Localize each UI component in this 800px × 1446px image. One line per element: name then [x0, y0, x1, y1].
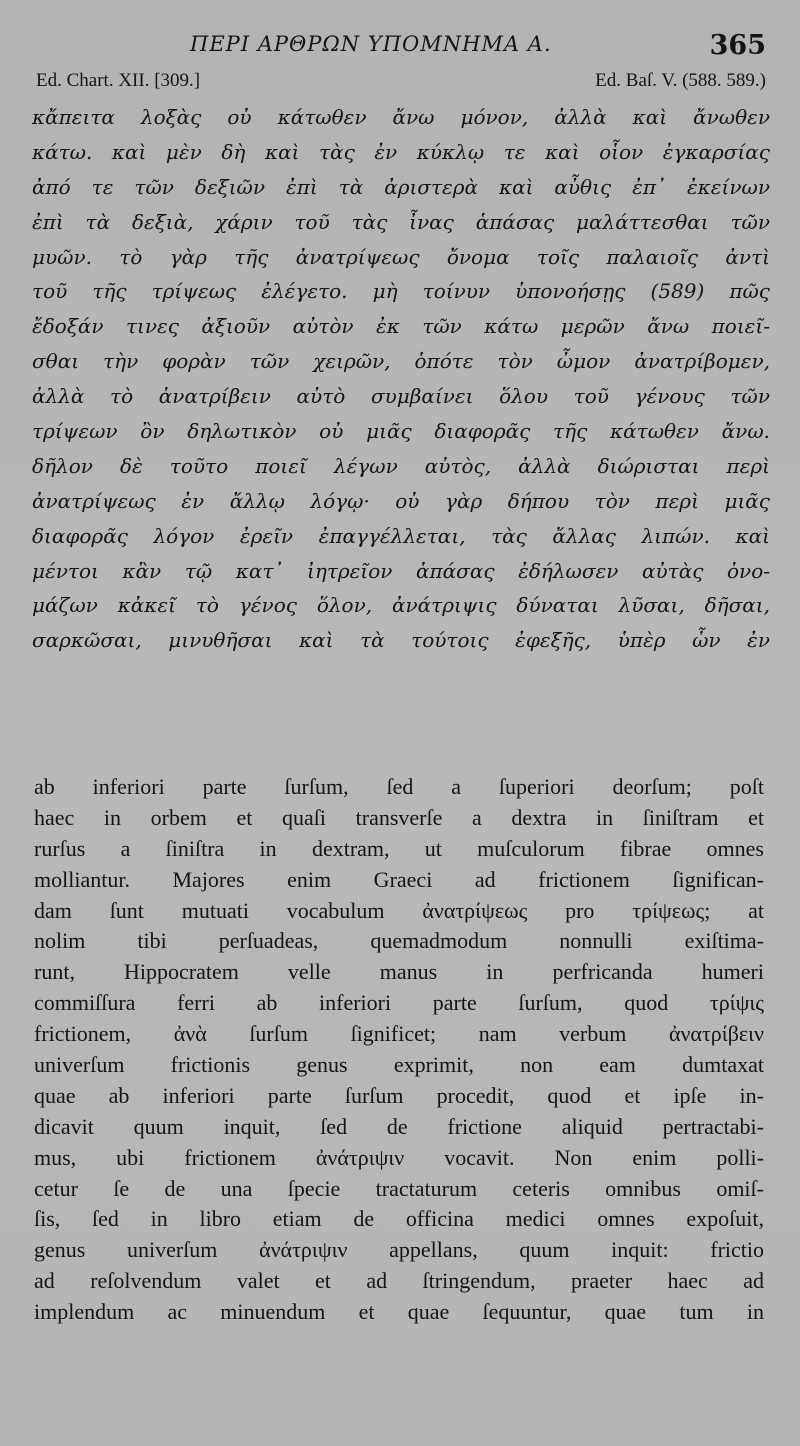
latin-line: implendum ac minuendum et quae ſequuntur, quae tum in	[34, 1299, 764, 1325]
greek-line: σθαι τὴν φορὰν τῶν χειρῶν, ὁπότε τὸν ὦμον ἀνατρίβομεν,	[32, 349, 770, 374]
greek-line: δῆλον δὲ τοῦτο ποιεῖ λέγων αὐτὸς, ἀλλὰ διώρισται περὶ	[32, 453, 770, 478]
latin-line: nolim tibi perſuadeas, quemadmodum nonnulli exiſtima-	[34, 928, 764, 954]
greek-line: ἀνατρίψεως ἐν ἄλλῳ λόγῳ· οὐ γὰρ δήπου τὸν περὶ μιᾶς	[32, 488, 770, 513]
greek-line: σαρκῶσαι, μινυθῆσαι καὶ τὰ τούτοις ἐφεξῆς, ὑπὲρ ὧν ἐν	[32, 628, 770, 653]
greek-line: μέντοι κἂν τῷ κατ᾽ ἰητρεῖον ἁπάσας ἐδήλωσεν αὐτὰς ὀνο-	[32, 558, 770, 583]
greek-line: κἄπειτα λοξὰς οὐ κάτωθεν ἄνω μόνον, ἀλλὰ καὶ ἄνωθεν	[32, 105, 770, 129]
greek-line: ἐπὶ τὰ δεξιὰ, χάριν τοῦ τὰς ἶνας ἁπάσας μαλάττεσθαι τῶν	[32, 209, 770, 234]
latin-line: quae ab inferiori parte ſurſum procedit, quod et ipſe in-	[34, 1082, 764, 1108]
latin-line: dam ſunt mutuati vocabulum ἀνατρίψεως pro τρίψεως; at	[34, 897, 764, 923]
edition-reference-line	[36, 70, 766, 100]
latin-line: ad reſolvendum valet et ad ſtringendum, praeter haec ad	[34, 1268, 764, 1294]
latin-line: dicavit quum inquit, ſed de frictione aliquid pertractabi-	[34, 1113, 764, 1139]
latin-line: univerſum frictionis genus exprimit, non eam dumtaxat	[34, 1052, 764, 1078]
latin-line: commiſſura ferri ab inferiori parte ſurſum, quod τρίψις	[34, 990, 764, 1016]
latin-line: frictionem, ἀνὰ ſurſum ſignificet; nam verbum ἀνατρίβειν	[34, 1021, 764, 1047]
greek-text-block	[32, 100, 770, 658]
greek-line: τοῦ τῆς τρίψεως ἐλέγετο. μὴ τοίνυν ὑπονοήσῃς (589) πῶς	[32, 279, 770, 304]
greek-line: κάτω. καὶ μὲν δὴ καὶ τὰς ἐν κύκλῳ τε καὶ οἷον ἐγκαρσίας	[32, 139, 770, 164]
latin-line: rurſus a ſiniſtra in dextram, ut muſculorum fibrae omnes	[34, 835, 764, 861]
latin-line: genus univerſum ἀνάτριψιν appellans, quum inquit: frictio	[34, 1237, 764, 1263]
page-number: 365	[709, 30, 766, 61]
latin-line: cetur ſe de una ſpecie tractaturum ceteris omnibus omiſ-	[34, 1175, 764, 1201]
greek-line: μάζων κἀκεῖ τὸ γένος ὅλον, ἀνάτριψις δύναται λῦσαι, δῆσαι,	[32, 593, 770, 618]
latin-line: haec in orbem et quaſi transverſe a dextra in ſiniſtram et	[34, 804, 764, 830]
greek-line: μυῶν. τὸ γὰρ τῆς ἀνατρίψεως ὄνομα τοῖς παλαιοῖς ἀντὶ	[32, 244, 770, 269]
edition-basel-reference: Ed. Baſ. V. (588. 589.)	[595, 70, 766, 91]
edition-chartier-reference: Ed. Chart. XII. [309.]	[36, 70, 201, 91]
latin-text-block	[34, 772, 764, 1328]
latin-line: ab inferiori parte ſurſum, ſed a ſuperiori deorſum; poſt	[34, 774, 764, 799]
greek-line: τρίψεων ὂν δηλωτικὸν οὐ μιᾶς διαφορᾶς τῆς κάτωθεν ἄνω.	[32, 419, 770, 444]
latin-line: mus, ubi frictionem ἀνάτριψιν vocavit. Non enim polli-	[34, 1144, 764, 1170]
latin-line: molliantur. Majores enim Graeci ad frictionem ſignifican-	[34, 866, 764, 892]
latin-line: runt, Hippocratem velle manus in perfricanda humeri	[34, 959, 764, 985]
running-title: ΠΕΡΙ ΑΡΘΡΩΝ ΥΠΟΜΝΗΜΑ Α.	[190, 32, 552, 56]
greek-line: ἀπό τε τῶν δεξιῶν ἐπὶ τὰ ἀριστερὰ καὶ αὖθις ἐπ᾽ ἐκείνων	[32, 174, 770, 199]
greek-line: ἔδοξάν τινες ἀξιοῦν αὐτὸν ἐκ τῶν κάτω μερῶν ἄνω ποιεῖ-	[32, 314, 770, 339]
greek-line: ἀλλὰ τὸ ἀνατρίβειν αὐτὸ συμβαίνει ὅλου τοῦ γένους τῶν	[32, 384, 770, 409]
running-head	[0, 30, 800, 64]
greek-line: διαφορᾶς λόγον ἐρεῖν ἐπαγγέλλεται, τὰς ἄλλας λιπών. καὶ	[32, 523, 770, 548]
latin-line: ſis, ſed in libro etiam de officina medici omnes expoſuit,	[34, 1206, 764, 1232]
